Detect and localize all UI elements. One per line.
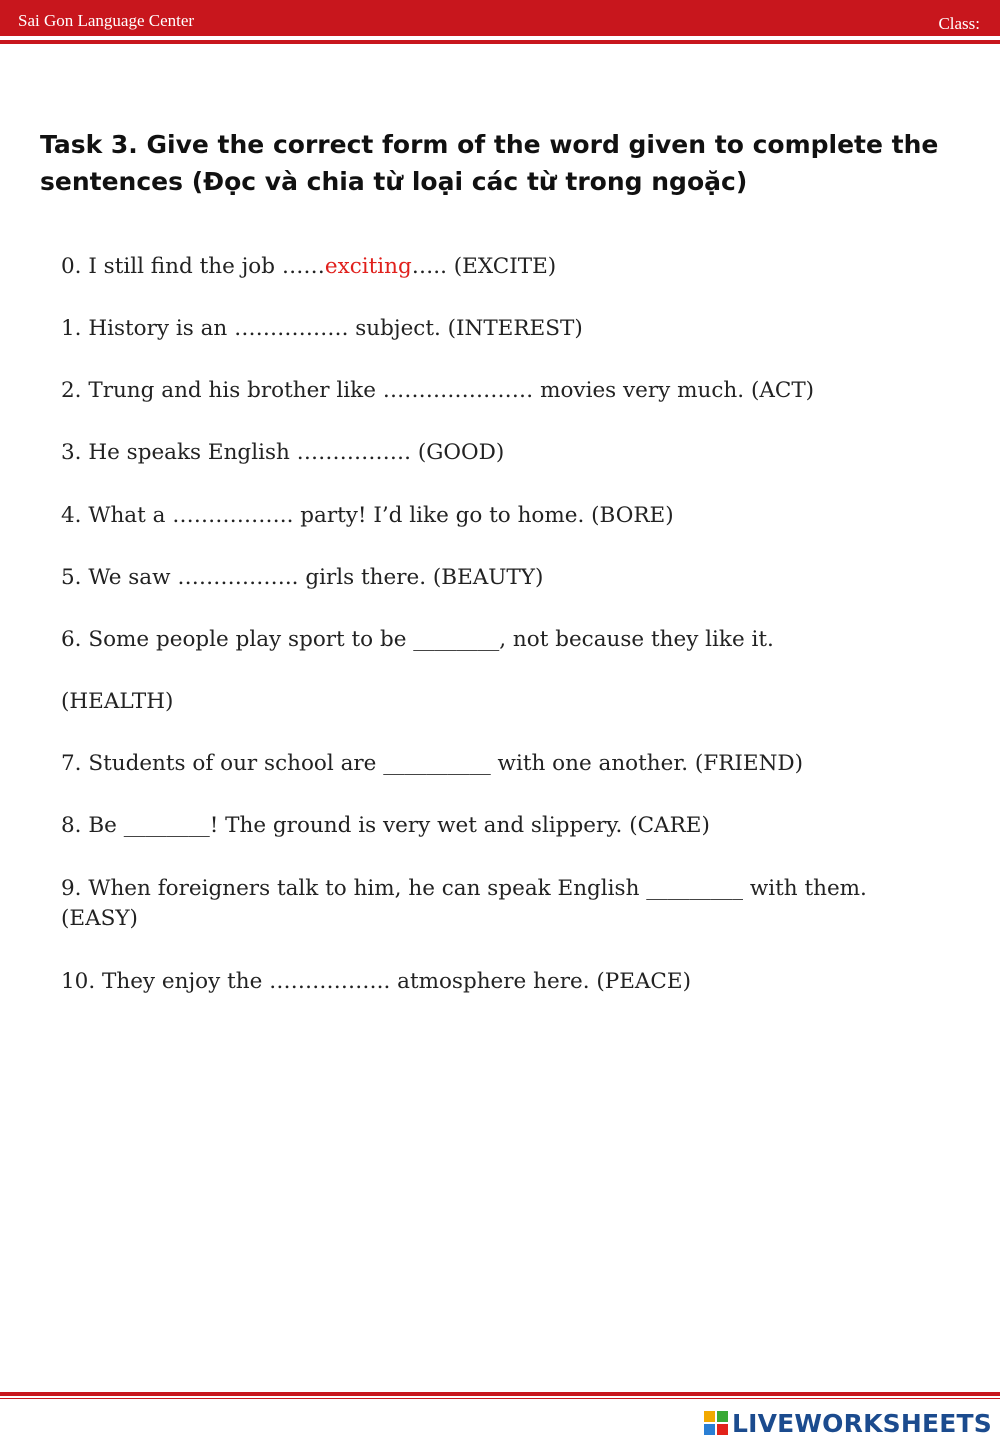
liveworksheets-logo-icon: [704, 1411, 728, 1435]
example-before: 0. I still find the job ……: [61, 254, 325, 279]
question-3: 3. He speaks English ……………. (GOOD): [61, 440, 505, 465]
header-bar: [0, 0, 1000, 36]
task-title: Task 3. Give the correct form of the word given to complete the sentences (Đọc và chia từ loại các từ trong ngoặc): [40, 130, 939, 196]
header-divider: [0, 40, 1000, 44]
example-after: ….. (EXCITE): [411, 254, 557, 279]
footer-divider-thin: [0, 1398, 1000, 1399]
brand-name: LIVEWORKSHEETS: [731, 1408, 992, 1438]
footer-divider: [0, 1392, 1000, 1396]
question-10: 10. They enjoy the …………….. atmosphere here. (PEACE): [61, 969, 691, 994]
question-4: 4. What a …………….. party! I’d like go to home. (BORE): [61, 503, 674, 528]
question-5: 5. We saw …………….. girls there. (BEAUTY): [61, 565, 544, 590]
question-6-hint: (HEALTH): [61, 689, 174, 714]
question-7: 7. Students of our school are __________ with one another. (FRIEND): [61, 751, 804, 776]
question-6: 6. Some people play sport to be ________, not because they like it.: [61, 627, 774, 652]
class-label: Class:: [938, 14, 980, 33]
question-2: 2. Trung and his brother like ………………… movies very much. (ACT): [61, 378, 815, 403]
example-sentence: [61, 252, 556, 282]
question-1: 1. History is an ……………. subject. (INTEREST): [61, 316, 583, 341]
question-8: 8. Be ________! The ground is very wet and slippery. (CARE): [61, 813, 710, 838]
example-answer: exciting: [324, 254, 412, 279]
liveworksheets-logo: [704, 1408, 992, 1438]
question-9: 9. When foreigners talk to him, he can speak English _________ with them. (EASY): [61, 876, 867, 931]
org-name: Sai Gon Language Center: [18, 11, 195, 30]
